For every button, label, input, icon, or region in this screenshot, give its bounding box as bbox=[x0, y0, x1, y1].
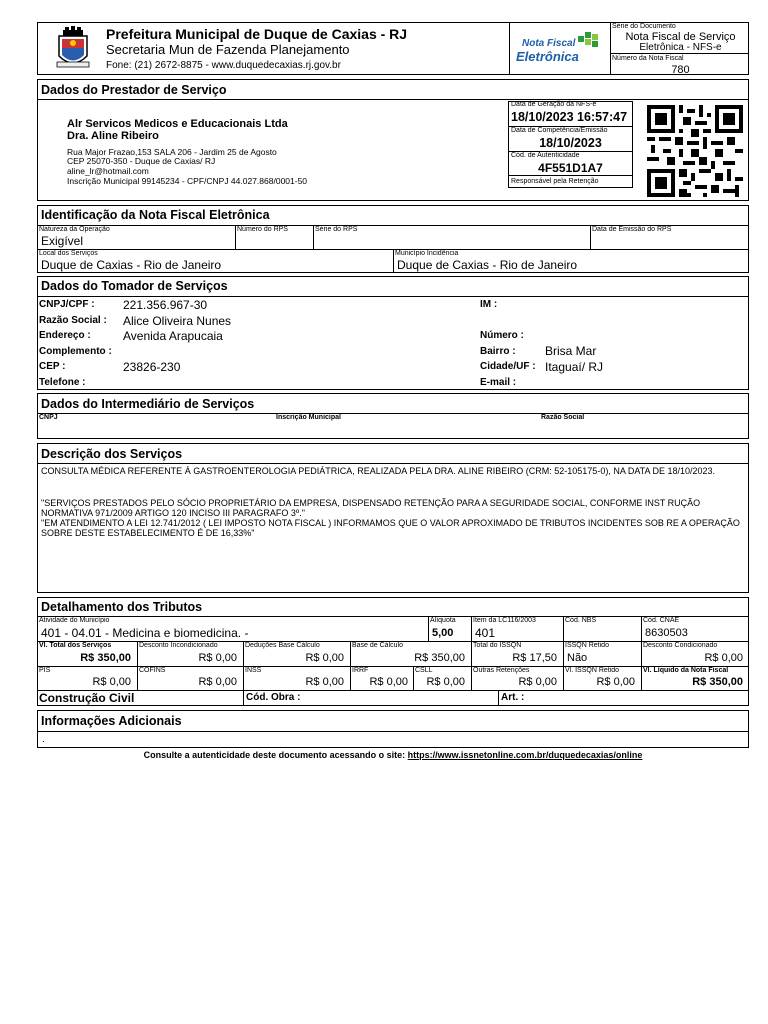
issqn-retido-value: Não bbox=[567, 652, 588, 664]
intermediario-cnpj-label: CNPJ bbox=[39, 414, 58, 421]
tomador-cep-value: 23826-230 bbox=[123, 360, 181, 374]
outras-retencoes-value: R$ 0,00 bbox=[518, 676, 557, 688]
total-servicos-label: Vl. Total dos Serviços bbox=[39, 642, 112, 649]
total-issqn-label: Total do ISSQN bbox=[473, 642, 522, 649]
prestador-name: Alr Servicos Medicos e Educacionais Ltda bbox=[67, 118, 288, 130]
natureza-value: Exigível bbox=[41, 234, 84, 248]
logo-squares-icon bbox=[578, 30, 600, 50]
tomador-im-label: IM : bbox=[480, 299, 498, 310]
header-contact: Fone: (21) 2672-8875 - www.duquedecaxias.rj.gov.br bbox=[106, 60, 341, 71]
total-servicos-value: R$ 350,00 bbox=[80, 652, 131, 664]
emissao-rps-label: Data de Emissão do RPS bbox=[592, 226, 672, 233]
desc-cond-label: Desconto Condicionado bbox=[643, 642, 718, 649]
inss-label: INSS bbox=[245, 667, 262, 674]
descricao-line-2: "SERVIÇOS PRESTADOS PELO SÓCIO PROPRIETÁRIO DA EMPRESA, DISPENSADO RETENÇÃO PARA A SEGURIDADE SOCIAL, CONFORME INST RUÇÃO NORMATIVA 971/2009 ARTIGO 120 INCISO III PARAGRAFO 3º." bbox=[41, 498, 701, 518]
prestador-cep: CEP 25070-350 - Duque de Caxias/ RJ bbox=[67, 156, 216, 166]
logo-text-2: Eletrônica bbox=[516, 49, 579, 64]
tomador-razao-label: Razão Social : bbox=[39, 315, 107, 326]
csll-label: CSLL bbox=[415, 667, 433, 674]
desc-incond-label: Desconto Incondicionado bbox=[139, 642, 218, 649]
geracao-label: Data de Geração da NFS-e bbox=[511, 101, 597, 108]
adicionais-title: Informações Adicionais bbox=[41, 714, 182, 728]
base-calculo-label: Base de Cálculo bbox=[352, 642, 403, 649]
prestador-email: aline_lr@hotmail.com bbox=[67, 166, 149, 176]
serie-rps-label: Série do RPS bbox=[315, 226, 358, 233]
tomador-cep-label: CEP : bbox=[39, 361, 66, 372]
intermediario-razao-label: Razão Social bbox=[541, 414, 585, 421]
descricao-line-1: CONSULTA MÉDICA REFERENTE À GASTROENTEROLOGIA PEDIÁTRICA, REALIZADA PELA DRA. ALINE RIBEIRO (CRM: 52-105175-0), NA DATA DE 18/10/2023. bbox=[41, 466, 716, 476]
retencao-label: Responsável pela Retenção bbox=[511, 178, 599, 185]
cod-obra-label: Cód. Obra : bbox=[246, 692, 301, 703]
serie-value-1: Nota Fiscal de Serviço bbox=[625, 31, 736, 43]
municipio-value: Duque de Caxias - Rio de Janeiro bbox=[397, 258, 578, 272]
liquido-label: Vl. Líquido da Nota Fiscal bbox=[643, 667, 729, 674]
nota-fiscal-logo bbox=[514, 26, 606, 70]
prestador-title: Dados do Prestador de Serviço bbox=[41, 83, 227, 97]
issqn-retido-label: ISSQN Retido bbox=[565, 642, 609, 649]
rps-label: Número do RPS bbox=[237, 226, 288, 233]
outras-retencoes-label: Outras Retenções bbox=[473, 667, 530, 674]
intermediario-inscricao-label: Inscrição Municipal bbox=[276, 414, 341, 421]
coat-of-arms-icon bbox=[55, 26, 91, 72]
local-label: Local dos Serviços bbox=[39, 250, 98, 257]
adicionais-value: . bbox=[42, 734, 45, 745]
autenticidade-label: Cód. de Autenticidade bbox=[511, 152, 580, 159]
serie-label: Série do Documento bbox=[612, 23, 676, 30]
numero-nota-label: Número da Nota Fiscal bbox=[612, 55, 684, 62]
competencia-value: 18/10/2023 bbox=[539, 136, 602, 150]
tomador-cidade-label: Cidade/UF : bbox=[480, 361, 536, 372]
tomador-endereco-label: Endereço : bbox=[39, 330, 91, 341]
footer-link[interactable]: https://www.issnetonline.com.br/duquedecaxias/online bbox=[407, 750, 643, 760]
total-issqn-value: R$ 17,50 bbox=[512, 652, 557, 664]
cnae-label: Cód. CNAE bbox=[643, 617, 680, 624]
liquido-value: R$ 350,00 bbox=[692, 676, 743, 688]
tomador-endereco-value: Avenida Arapucaia bbox=[123, 329, 223, 343]
local-value: Duque de Caxias - Rio de Janeiro bbox=[41, 258, 222, 272]
numero-nota-value: 780 bbox=[671, 64, 690, 76]
nbs-label: Cód. NBS bbox=[565, 617, 597, 624]
atividade-value: 401 - 04.01 - Medicina e biomedicina. - bbox=[41, 626, 249, 640]
tributos-title: Detalhamento dos Tributos bbox=[41, 600, 203, 614]
qr-code-icon bbox=[647, 105, 743, 197]
irrf-label: IRRF bbox=[352, 667, 369, 674]
inss-value: R$ 0,00 bbox=[305, 676, 344, 688]
desc-cond-value: R$ 0,00 bbox=[704, 652, 743, 664]
tomador-razao-value: Alice Oliveira Nunes bbox=[123, 314, 232, 328]
footer-text: Consulte a autenticidade deste documento acessando o site: bbox=[143, 750, 408, 760]
cofins-label: COFINS bbox=[139, 667, 166, 674]
header-title: Prefeitura Municipal de Duque de Caxias - RJ bbox=[106, 26, 408, 42]
pis-value: R$ 0,00 bbox=[92, 676, 131, 688]
desc-incond-value: R$ 0,00 bbox=[198, 652, 237, 664]
irrf-value: R$ 0,00 bbox=[369, 676, 408, 688]
intermediario-title: Dados do Intermediário de Serviços bbox=[41, 397, 255, 411]
autenticidade-value: 4F551D1A7 bbox=[538, 161, 603, 175]
serie-value-2: Eletrônica - NFS-e bbox=[639, 42, 722, 53]
footer-note bbox=[37, 750, 749, 760]
aliquota-label: Alíquota bbox=[430, 617, 456, 624]
deducoes-label: Deduções Base Cálculo bbox=[245, 642, 320, 649]
tomador-telefone-label: Telefone : bbox=[39, 377, 86, 388]
cnae-value: 8630503 bbox=[645, 627, 688, 639]
prestador-inscricao: Inscrição Municipal 99145234 - CPF/CNPJ 44.027.868/0001-50 bbox=[67, 176, 308, 186]
tomador-numero-label: Número : bbox=[480, 330, 524, 341]
tomador-complemento-label: Complemento : bbox=[39, 346, 112, 357]
prestador-address: Rua Major Frazao,153 SALA 206 - Jardim 25 de Agosto bbox=[67, 147, 277, 157]
deducoes-value: R$ 0,00 bbox=[305, 652, 344, 664]
aliquota-value: 5,00 bbox=[432, 627, 454, 639]
competencia-label: Data de Competência/Emissão bbox=[511, 127, 608, 134]
art-label: Art. : bbox=[501, 692, 525, 703]
tomador-title: Dados do Tomador de Serviços bbox=[41, 279, 228, 293]
vl-issqn-retido-value: R$ 0,00 bbox=[596, 676, 635, 688]
item-label: Item da LC116/2003 bbox=[473, 617, 536, 624]
tomador-bairro-value: Brisa Mar bbox=[545, 344, 597, 358]
natureza-label: Natureza da Operação bbox=[39, 226, 110, 233]
prestador-doctor: Dra. Aline Ribeiro bbox=[67, 130, 159, 142]
tomador-cidade-value: Itaguaí/ RJ bbox=[545, 360, 604, 374]
vl-issqn-retido-label: Vl. ISSQN Retido bbox=[565, 667, 620, 674]
descricao-line-3: "EM ATENDIMENTO A LEI 12.741/2012 ( LEI IMPOSTO NOTA FISCAL ) INFORMAMOS QUE O VALOR APROXIMADO DE TRIBUTOS INCIDENTES SOB RE A OPERAÇÃO SOBRE DESTE ESTABELECIMENTO É DE 16,33%" bbox=[41, 518, 740, 538]
pis-label: PIS bbox=[39, 667, 51, 674]
geracao-value: 18/10/2023 16:57:47 bbox=[511, 110, 628, 124]
header-subtitle: Secretaria Mun de Fazenda Planejamento bbox=[106, 42, 350, 57]
logo-text-1: Nota Fiscal bbox=[522, 38, 576, 49]
descricao-title: Descrição dos Serviços bbox=[41, 447, 183, 461]
atividade-label: Atividade do Município bbox=[39, 617, 110, 624]
tomador-cnpj-label: CNPJ/CPF : bbox=[39, 299, 95, 310]
tomador-bairro-label: Bairro : bbox=[480, 346, 516, 357]
csll-value: R$ 0,00 bbox=[426, 676, 465, 688]
identificacao-title: Identificação da Nota Fiscal Eletrônica bbox=[41, 208, 270, 222]
tomador-cnpj-value: 221.356.967-30 bbox=[123, 298, 208, 312]
item-value: 401 bbox=[475, 626, 496, 640]
cofins-value: R$ 0,00 bbox=[198, 676, 237, 688]
tomador-email-label: E-mail : bbox=[480, 377, 517, 388]
municipio-label: Município Incidência bbox=[395, 250, 459, 257]
construcao-civil-label: Construção Civil bbox=[39, 691, 135, 705]
base-calculo-value: R$ 350,00 bbox=[414, 652, 465, 664]
